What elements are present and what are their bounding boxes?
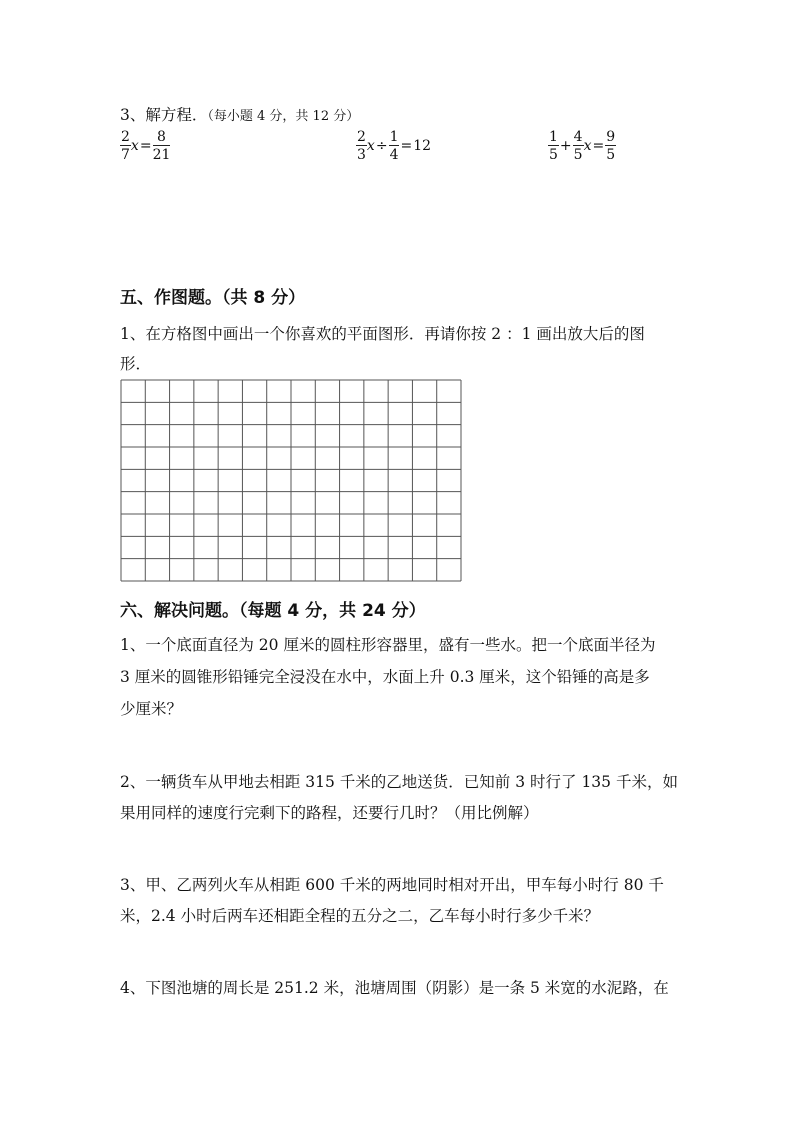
drawing-grid[interactable] <box>120 379 462 582</box>
section6-q3-line2: 米，2.4 小时后两车还相距全程的五分之二，乙车每小时行多少千米？ <box>120 907 600 925</box>
eq3-equals: = <box>592 138 605 154</box>
eq1-variable: x <box>130 138 139 154</box>
eq2-variable: x <box>366 138 375 154</box>
section6-q1-line2: 3 厘米的圆锥形铅锤完全浸没在水中，水面上升 0.3 厘米，这个铅锤的高是多 <box>120 668 650 686</box>
eq3-fraction-c: $\frac{9}{5}$ <box>606 129 616 163</box>
equation-2 <box>356 130 431 162</box>
eq3-fraction-a: $\frac{1}{5}$ <box>549 129 558 163</box>
section6-q2-line1: 2、一辆货车从甲地去相距 315 千米的乙地送货．已知前 3 时行了 135 千米，如 <box>120 773 678 791</box>
eq1-fraction-a: $\frac{2}{7}$ <box>121 129 130 163</box>
section3-title-line <box>120 103 359 125</box>
eq2-divide: ÷ <box>375 138 388 154</box>
section6-q1-line1: 1、一个底面直径为 20 厘米的圆柱形容器里，盛有一些水。把一个底面半径为 <box>120 636 656 654</box>
section5-heading: 五、作图题。（共 8 分） <box>120 288 306 308</box>
eq2-fraction-a: $\frac{2}{3}$ <box>357 129 366 163</box>
eq1-fraction-b: $\frac{8}{21}$ <box>152 129 171 163</box>
section6-q1-line3: 少厘米？ <box>120 700 183 718</box>
section5-q1-line2: 形． <box>120 355 152 373</box>
equation-3 <box>548 130 616 162</box>
eq3-fraction-b: $\frac{4}{5}$ <box>573 129 583 163</box>
section3-title: 3、解方程． <box>120 106 208 124</box>
eq2-rhs: 12 <box>413 138 432 154</box>
eq2-equals: = <box>400 138 413 154</box>
section6-q4-line1: 4、下图池塘的周长是 251.2 米，池塘周围（阴影）是一条 5 米宽的水泥路，在 <box>120 979 669 997</box>
eq1-equals: = <box>139 138 152 154</box>
equation-1 <box>120 130 170 162</box>
section6-q3-line1: 3、甲、乙两列火车从相距 600 千米的两地同时相对开出，甲车每小时行 80 千 <box>120 876 664 894</box>
section5-q1-line1: 1、在方格图中画出一个你喜欢的平面图形．再请你按 2 ：1 画出放大后的图 <box>120 325 645 343</box>
eq3-variable: x <box>583 138 592 154</box>
eq2-fraction-b: $\frac{1}{4}$ <box>389 129 399 163</box>
section3-note: （每小题 4 分，共 12 分） <box>207 109 360 124</box>
eq3-plus: + <box>559 138 572 154</box>
section6-heading: 六、解决问题。（每题 4 分，共 24 分） <box>120 601 426 621</box>
grid-svg[interactable] <box>120 379 462 582</box>
section6-q2-line2: 果用同样的速度行完剩下的路程，还要行几时？（用比例解） <box>120 804 539 822</box>
